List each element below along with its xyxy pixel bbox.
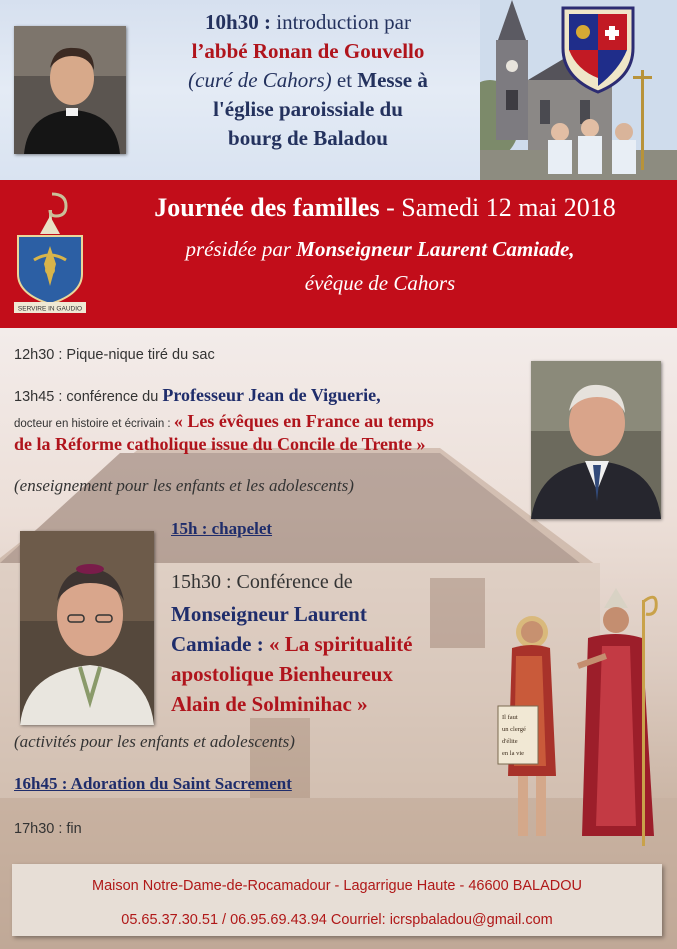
- viguerie-name: Professeur Jean de Viguerie,: [162, 385, 381, 405]
- presider-role: évêque de Cahors: [304, 271, 456, 295]
- item-viguerie-head: [14, 385, 381, 406]
- priest-name: l’abbé Ronan de Gouvello: [191, 39, 425, 63]
- item-adoration: 16h45 : Adoration du Saint Sacrement: [14, 774, 292, 793]
- item-camiade-block: [171, 599, 531, 719]
- and-word: et: [336, 68, 353, 92]
- intro-time: 10h30 :: [205, 10, 271, 34]
- event-title: [100, 188, 670, 228]
- item-end: 17h30 : fin: [14, 821, 82, 837]
- church-line-1: l'église paroissiale du: [213, 97, 403, 121]
- presider-label: présidée par: [185, 237, 292, 261]
- crest-motto: SERVIRE IN GAUDIO: [17, 305, 83, 313]
- bishop-crest: [12, 190, 88, 316]
- footer-address: Maison Notre-Dame-de-Rocamadour - Lagarrigue Haute - 46600 BALADOU: [91, 878, 582, 894]
- event-title-main: Journée des familles: [154, 193, 380, 222]
- event-date: - Samedi 12 mai 2018: [386, 193, 616, 222]
- intro-label: introduction par: [276, 10, 411, 34]
- camiade-title-3: Alain de Solminihac »: [171, 692, 368, 716]
- mass-word: Messe à: [357, 68, 428, 92]
- presider-name: Monseigneur Laurent Camiade,: [296, 237, 575, 261]
- item-camiade-time: 15h30 : Conférence de: [171, 571, 353, 593]
- saints-icon-image: [486, 586, 666, 862]
- scroll-line-2: un clergé: [502, 726, 526, 733]
- item-viguerie-title: [14, 410, 534, 435]
- camiade-title-1: « La spiritualité: [269, 632, 413, 656]
- item-picnic: 12h30 : Pique-nique tiré du sac: [14, 347, 215, 363]
- viguerie-role: docteur en histoire et écrivain :: [14, 418, 171, 430]
- scroll-line-3: d'élite: [502, 738, 518, 745]
- title-banner: [0, 180, 677, 328]
- camiade-photo: [20, 531, 154, 725]
- scroll-line-1: Il faut: [502, 714, 518, 721]
- top-band: [0, 0, 677, 180]
- program-area: [0, 328, 677, 949]
- event-presider: [100, 232, 660, 300]
- viguerie-time: 13h45 : conférence du: [14, 389, 159, 405]
- camiade-note: (activités pour les enfants et adolescents): [14, 732, 295, 751]
- camiade-name-2: Camiade :: [171, 632, 264, 656]
- scroll-line-4: en la vie: [502, 750, 525, 757]
- viguerie-note: (enseignement pour les enfants et les adolescents): [14, 476, 354, 495]
- footer-contact: 05.65.37.30.51 / 06.95.69.43.94 Courriel: icrspbaladou@gmail.com: [121, 912, 553, 928]
- church-line-2: bourg de Baladou: [228, 126, 388, 150]
- abbe-photo: [14, 26, 126, 154]
- viguerie-title-1: « Les évêques en France au temps: [173, 411, 434, 431]
- camiade-name-1: Monseigneur Laurent: [171, 602, 367, 626]
- contact-footer: [12, 864, 662, 936]
- intro-text: [132, 8, 484, 153]
- viguerie-title-2: de la Réforme catholique issue du Concile de Trente »: [14, 434, 426, 454]
- priest-role: (curé de Cahors): [188, 68, 332, 92]
- camiade-title-2: apostolique Bienheureux: [171, 662, 393, 686]
- item-chapelet: 15h : chapelet: [171, 519, 273, 538]
- church-photo: [480, 0, 677, 180]
- viguerie-photo: [531, 361, 661, 519]
